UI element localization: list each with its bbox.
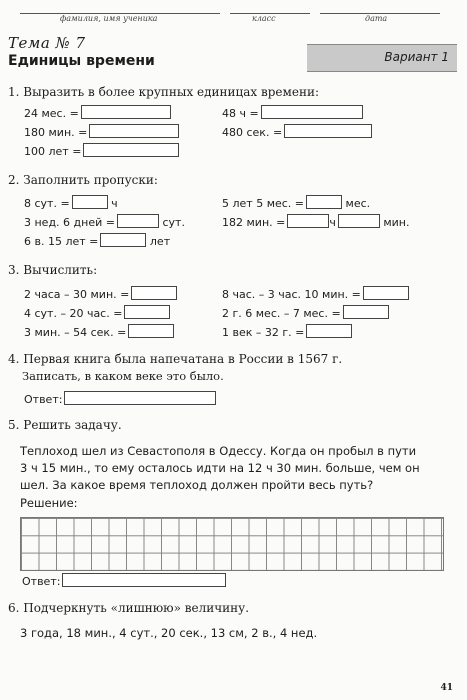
task3-text: 8 час. – 3 час. 10 мин. =	[222, 288, 361, 301]
answer-box[interactable]	[338, 214, 380, 228]
task3-item	[222, 324, 352, 339]
task2-item	[222, 214, 409, 229]
task2-text: 3 нед. 6 дней =	[24, 216, 115, 229]
unit-label: лет	[149, 235, 171, 248]
answer-box[interactable]	[83, 143, 179, 157]
answer-box[interactable]	[128, 324, 174, 338]
answer-box[interactable]	[117, 214, 159, 228]
task1-item	[222, 124, 372, 139]
task3-item	[222, 305, 389, 320]
task3-text: 3 мин. – 54 сек. =	[24, 326, 127, 339]
task1-item	[24, 105, 171, 120]
answer-box[interactable]	[100, 233, 146, 247]
task5-answer	[22, 573, 226, 588]
task3-item	[24, 286, 177, 301]
task1-item	[24, 143, 179, 158]
solution-grid[interactable]	[20, 517, 444, 571]
answer-box[interactable]	[81, 105, 171, 119]
answer-box[interactable]	[306, 324, 352, 338]
student-name-label: фамилия, имя ученика	[60, 14, 158, 23]
answer-box[interactable]	[64, 391, 216, 405]
answer-box[interactable]	[124, 305, 170, 319]
task1-text: 100 лет =	[24, 145, 82, 158]
answer-box[interactable]	[287, 214, 329, 228]
task2-text: 5 лет 5 мес. =	[222, 197, 305, 210]
variant-badge	[307, 44, 457, 72]
task2-item	[24, 195, 118, 210]
answer-box[interactable]	[261, 105, 363, 119]
task1-heading: 1. Выразить в более крупных единицах времени:	[8, 85, 319, 99]
task1-text: 24 мес. =	[24, 107, 79, 120]
answer-label: Ответ:	[24, 393, 63, 406]
task3-item	[24, 305, 170, 320]
task2-text: 6 в. 15 лет =	[24, 235, 99, 248]
unit-label: сут.	[162, 216, 185, 229]
task2-item	[24, 233, 170, 248]
task3-text: 1 век – 32 г. =	[222, 326, 305, 339]
task2-text: 8 сут. =	[24, 197, 70, 210]
task4-heading: 4. Первая книга была напечатана в России в 1567 г.	[8, 352, 343, 366]
task3-text: 4 сут. – 20 час. =	[24, 307, 123, 320]
answer-box[interactable]	[131, 286, 177, 300]
unit-label: мес.	[345, 197, 371, 210]
task4-text: Записать, в каком веке это было.	[22, 369, 224, 383]
task2-heading: 2. Заполнить пропуски:	[8, 173, 158, 187]
answer-box[interactable]	[284, 124, 372, 138]
task2-item	[222, 195, 370, 210]
task1-text: 180 мин. =	[24, 126, 88, 139]
answer-box[interactable]	[89, 124, 179, 138]
unit-label: ч	[111, 197, 118, 210]
unit-label: мин.	[383, 216, 410, 229]
unit-label: ч	[329, 216, 336, 229]
task3-item	[24, 324, 174, 339]
page-number: 41	[440, 683, 453, 693]
task4-answer	[24, 391, 216, 406]
task3-item	[222, 286, 409, 301]
task1-item	[24, 124, 179, 139]
variant-label: Вариант 1	[384, 50, 449, 64]
task3-text: 2 часа – 30 мин. =	[24, 288, 130, 301]
date-label: дата	[365, 14, 388, 23]
answer-box[interactable]	[363, 286, 409, 300]
task5-text: шел. За какое время теплоход должен пройти весь путь?	[20, 478, 374, 492]
task3-heading: 3. Вычислить:	[8, 263, 98, 277]
answer-box[interactable]	[62, 573, 226, 587]
task1-item	[222, 105, 363, 120]
answer-box[interactable]	[343, 305, 389, 319]
task6-heading: 6. Подчеркнуть «лишнюю» величину.	[8, 601, 250, 615]
task1-text: 480 сек. =	[222, 126, 283, 139]
task5-heading: 5. Решить задачу.	[8, 418, 122, 432]
class-label: класс	[252, 14, 276, 23]
task3-text: 2 г. 6 мес. – 7 мес. =	[222, 307, 341, 320]
task6-values[interactable]: 3 года, 18 мин., 4 сут., 20 сек., 13 см, 2 в., 4 нед.	[20, 626, 318, 640]
task1-text: 48 ч =	[222, 107, 259, 120]
task5-text: Теплоход шел из Севастополя в Одессу. Когда он пробыл в пути	[20, 444, 417, 458]
solution-label: Решение:	[20, 496, 78, 510]
answer-box[interactable]	[306, 195, 342, 209]
page-title: Единицы времени	[8, 53, 155, 69]
task2-item	[24, 214, 185, 229]
answer-box[interactable]	[72, 195, 108, 209]
topic-number: Тема № 7	[8, 34, 86, 52]
answer-label: Ответ:	[22, 575, 61, 588]
task2-text: 182 мин. =	[222, 216, 286, 229]
task5-text: 3 ч 15 мин., то ему осталось идти на 12 ч 30 мин. больше, чем он	[20, 461, 420, 475]
